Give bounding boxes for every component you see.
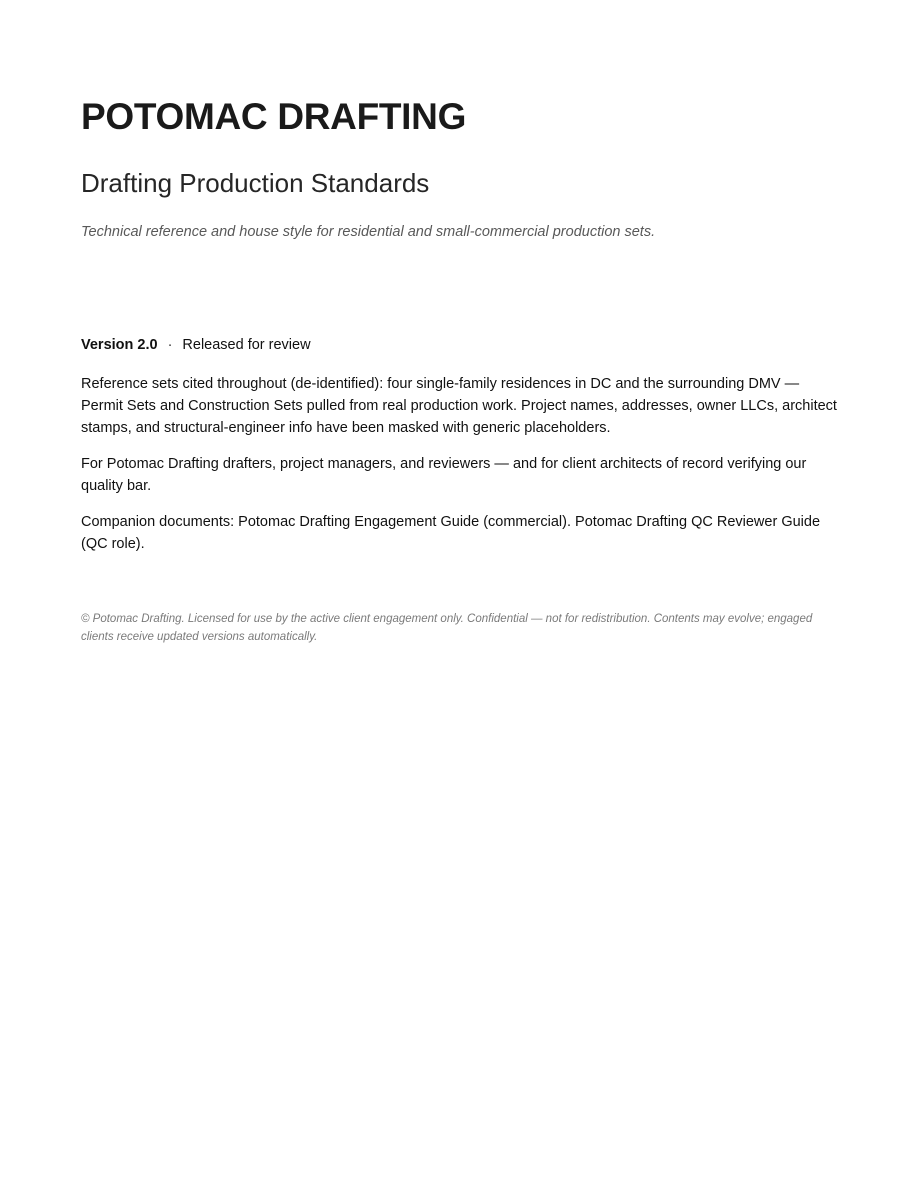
paragraph-companion-documents: Companion documents: Potomac Drafting Engagement Guide (commercial). Potomac Drafting QC Reviewer Guide (QC role). (81, 514, 821, 552)
document-tagline: Technical reference and house style for residential and small-commercial production sets. (81, 224, 656, 240)
version-separator: · (167, 337, 173, 353)
document-title: Drafting Production Standards (81, 168, 430, 198)
org-name: POTOMAC DRAFTING (81, 96, 467, 137)
paragraph-audience: For Potomac Drafting drafters, project managers, and reviewers — and for client architects of record verifying our quality bar. (81, 456, 807, 494)
version-label: Version 2.0 (81, 337, 158, 353)
version-status: Released for review (182, 337, 311, 353)
copyright-notice: © Potomac Drafting. Licensed for use by the active client engagement only. Confidential — not for redistribution. Contents may evolve; engaged clients receive updated versions automatically. (81, 613, 813, 643)
version-line (81, 337, 311, 353)
paragraph-reference-sets: Reference sets cited throughout (de-identified): four single-family residences in DC and the surrounding DMV — Permit Sets and Construction Sets pulled from real production work. Project names, addresses, owner LLCs, architect stamps, and structural-engineer info have been masked with generic placeholders. (81, 376, 837, 436)
intro-body (81, 373, 837, 569)
